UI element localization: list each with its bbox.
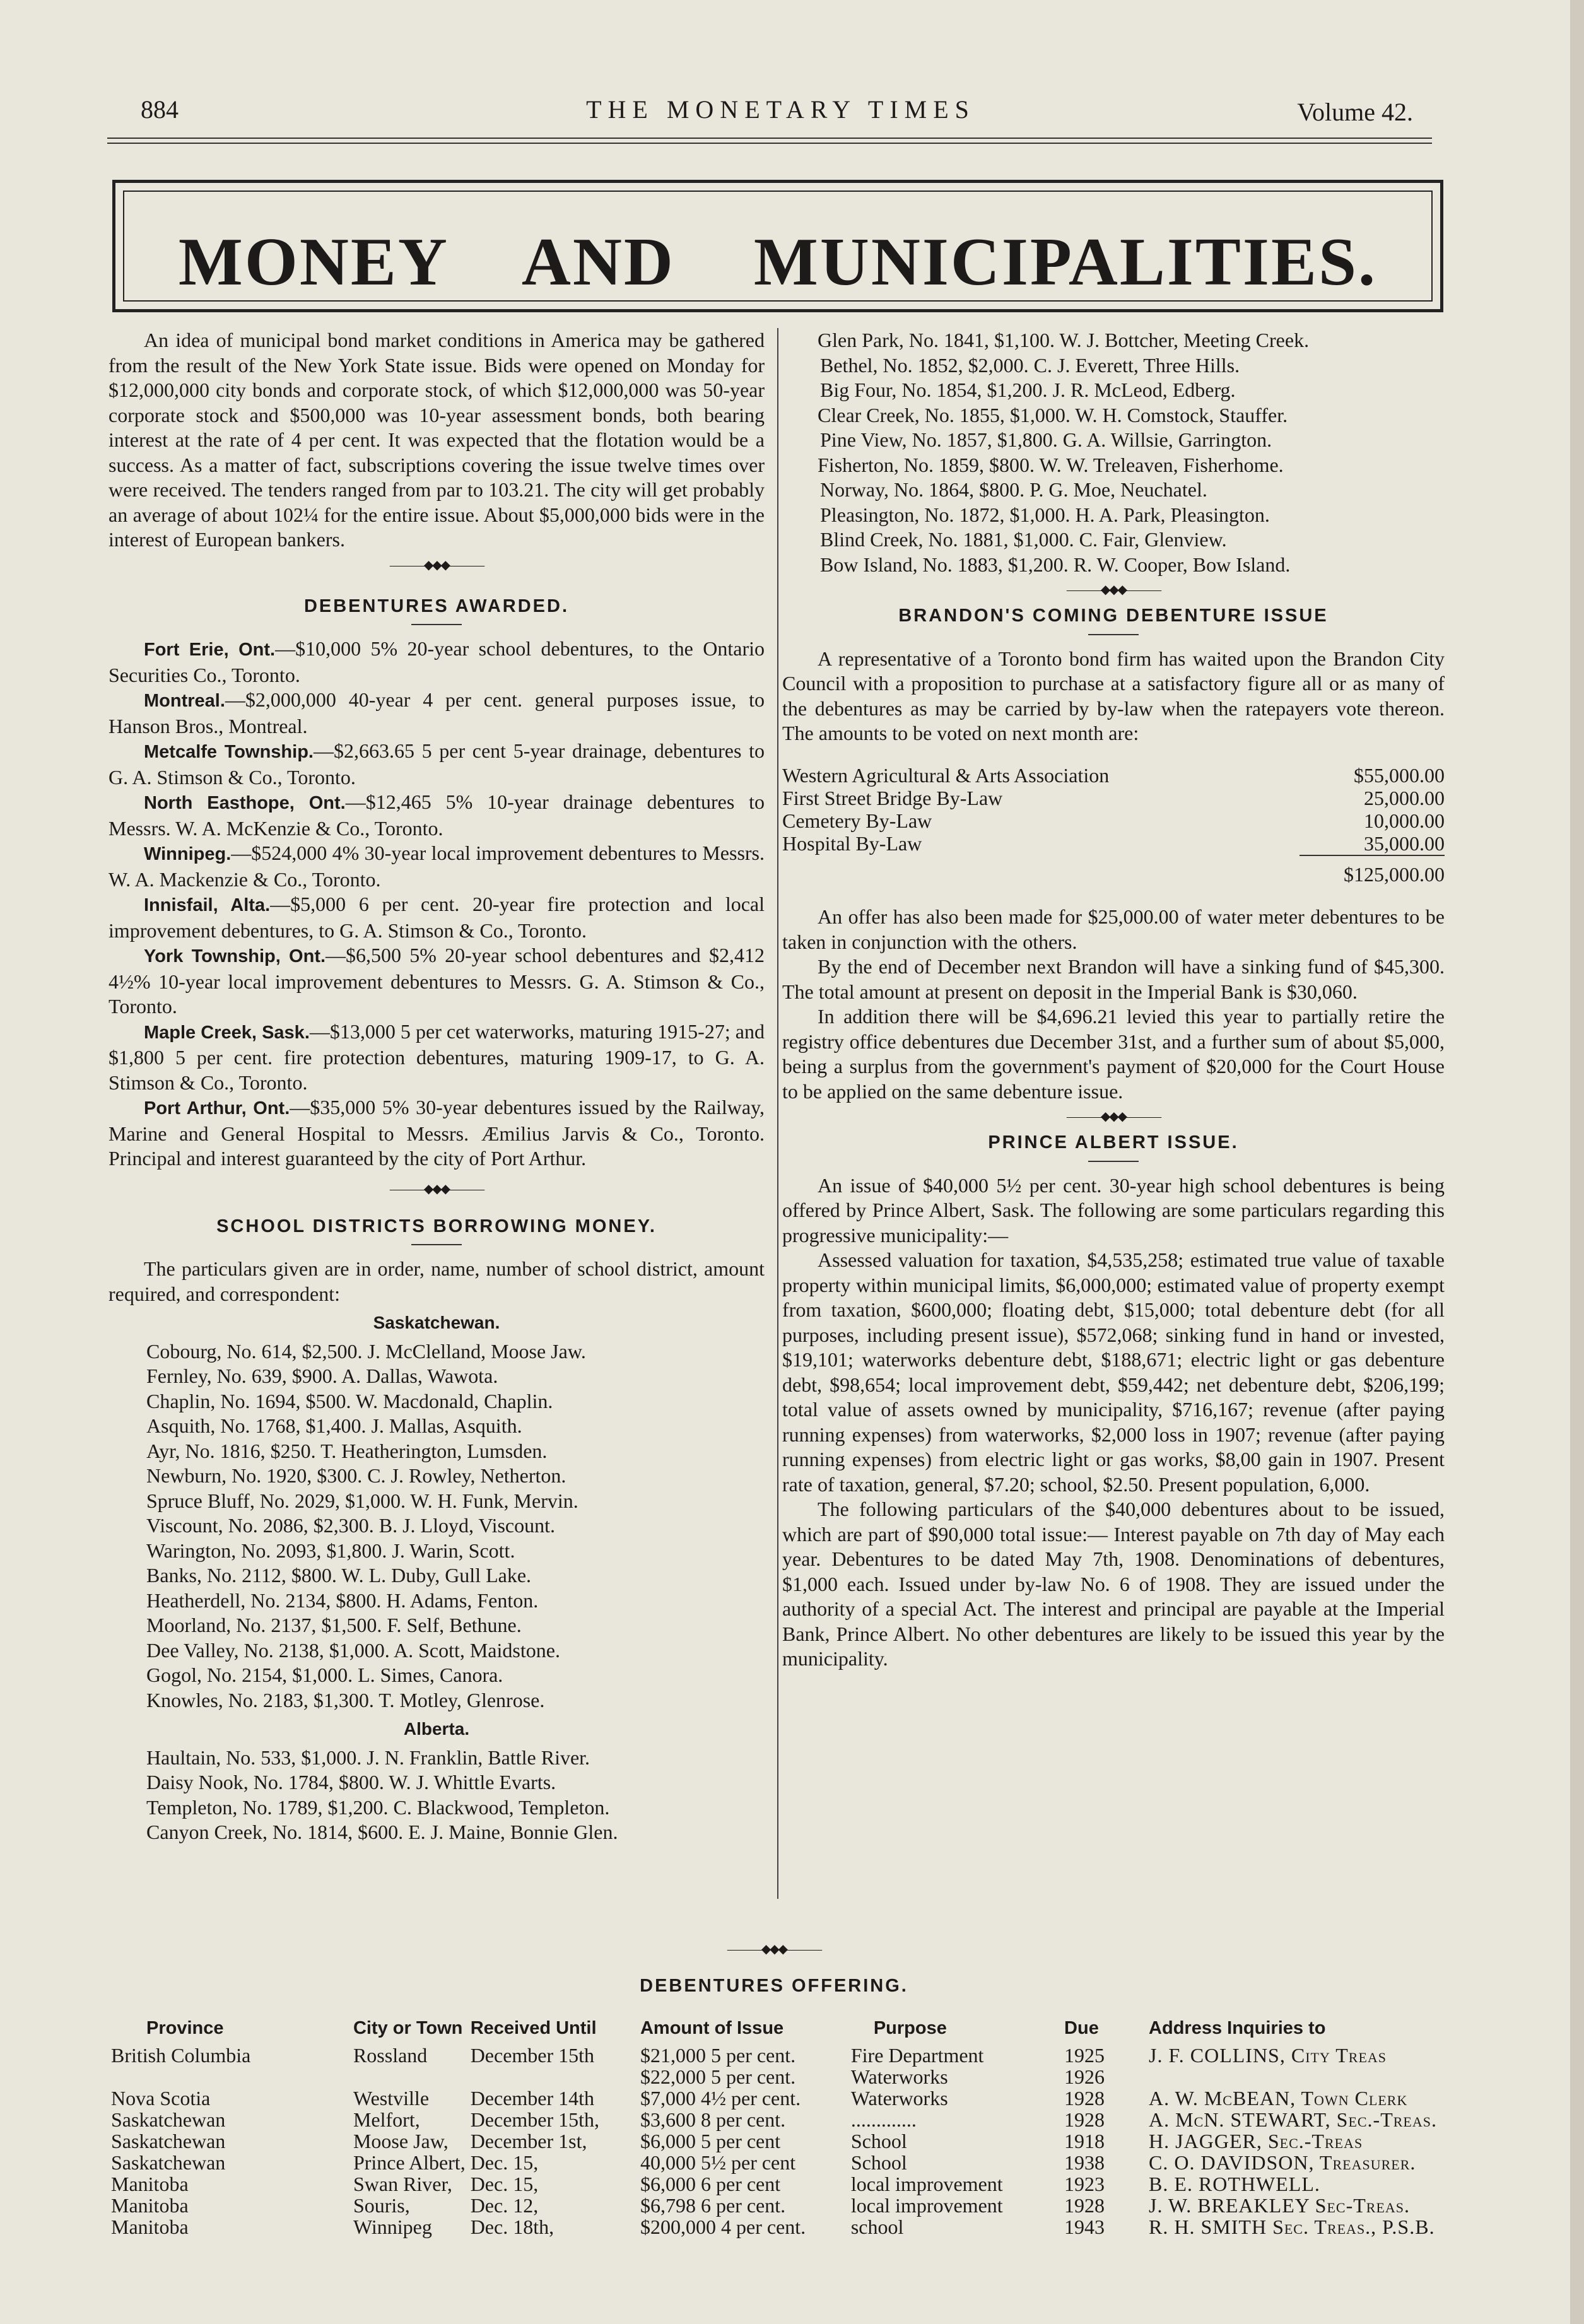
cell-due: 1943 [1064,2215,1105,2238]
list-item: Pleasington, No. 1872, $1,000. H. A. Park, Pleasington. [820,503,1270,526]
column-header: Amount of Issue [640,2018,784,2038]
list-item: Canyon Creek, No. 1814, $600. E. J. Maine, Bonnie Glen. [146,1821,618,1843]
cell-purpose: Fire Department [850,2044,984,2067]
award-item: Metcalfe Township.—$2,663.65 5 per cent 5-year drainage, debentures to G. A. Stimson & Co., Toronto. [109,739,765,789]
cell-purpose: Waterworks [850,2087,948,2110]
cell-until [468,2066,638,2087]
debentures-awarded-list [109,637,765,1171]
list-item: Blind Creek, No. 1881, $1,000. C. Fair, Glenview. [820,528,1227,551]
list-item: Viscount, No. 2086, $2,300. B. J. Lloyd, Viscount. [146,1514,556,1537]
cell-amount: $21,000 5 per cent. [640,2044,796,2067]
column-header: Due [1064,2018,1099,2038]
cell-city: Swan River, [353,2173,452,2195]
bylaw-table [782,764,1445,855]
table-row [109,2216,1440,2238]
cell-city [351,2066,468,2087]
list-item: Bethel, No. 1852, $2,000. C. J. Everett, Three Hills. [820,353,1240,377]
brandon-paragraph: A representative of a Toronto bond firm has waited upon the Brandon City Council with a proposition to purchase at a satisfactory figure all or as many of the debentures as may be carried by by-law when the ratepayers vote thereon. The amounts to be voted on next month are: [782,647,1445,744]
right-column [782,328,1445,1672]
brandon-heading: BRANDON'S COMING DEBENTURE ISSUE [898,606,1329,626]
cell-until: December 14th [470,2087,595,2110]
cell-city: Prince Albert, [353,2151,466,2174]
cell-due: 1925 [1064,2044,1105,2067]
cell-purpose: local improvement [850,2194,1003,2217]
cell-address: B. E. ROTHWELL. [1149,2173,1320,2195]
bylaw-amount: 25,000.00 [1364,786,1445,809]
debentures-offering-table [109,2018,1440,2238]
heading-rule [411,1244,462,1245]
list-item: Heatherdell, No. 2134, $800. H. Adams, Fenton. [146,1588,539,1612]
section-ornament: ———◆◆◆——— [1066,1110,1161,1124]
running-header [136,95,1426,132]
brandon-paragraph: By the end of December next Brandon will have a sinking fund of $45,300. The total amount at present on deposit in the Imperial Bank is $30,060. [782,955,1445,1003]
list-item: Daisy Nook, No. 1784, $800. W. J. Whittle Evarts. [146,1771,556,1793]
cell-until: December 1st, [470,2130,587,2152]
table-body [109,2045,1440,2238]
saskatchewan-list [109,1339,765,1713]
table-row [109,2173,1440,2195]
cell-until: December 15th, [470,2108,600,2131]
cell-province: British Columbia [111,2044,251,2067]
school-districts-heading: SCHOOL DISTRICTS BORROWING MONEY. [216,1216,657,1236]
list-item: Glen Park, No. 1841, $1,100. W. J. Bottcher, Meeting Creek. [818,329,1310,351]
masthead-box [112,180,1443,312]
cell-address [1146,2066,1440,2087]
list-item: Newburn, No. 1920, $300. C. J. Rowley, Netherton. [146,1464,566,1487]
masthead-title: MONEY AND MUNICIPALITIES. [178,225,1378,300]
column-header: Received Until [470,2018,597,2038]
header-rule [107,138,1432,139]
cell-province: Saskatchewan [111,2151,226,2174]
brandon-paragraph: In addition there will be $4,696.21 levied this year to partially retire the registry office debentures due December 31st, and a further sum of about $5,000, being a surplus from the government's payment of $20,000 for the Court House to be applied on the same debenture issue. [782,1005,1445,1103]
list-item: Pine View, No. 1857, $1,800. G. A. Willsie, Garrington. [820,428,1272,451]
table-row [109,2152,1440,2173]
list-item: Moorland, No. 2137, $1,500. F. Self, Bethune. [146,1614,522,1636]
debentures-awarded-heading: DEBENTURES AWARDED. [303,596,570,616]
list-item: Banks, No. 2112, $800. W. L. Duby, Gull Lake. [146,1564,532,1587]
left-column [109,328,765,1845]
cell-city: Moose Jaw, [353,2130,449,2152]
list-item: Haultain, No. 533, $1,000. J. N. Franklin, Battle River. [146,1746,590,1769]
cell-due: 1928 [1064,2108,1105,2131]
bylaw-name: Cemetery By-Law [782,809,932,832]
cell-city: Melfort, [353,2108,420,2131]
table-row [109,2087,1440,2109]
cell-province: Saskatchewan [111,2108,226,2131]
list-item: Norway, No. 1864, $800. P. G. Moe, Neuchatel. [820,478,1207,501]
table-row [109,2066,1440,2087]
table-row [782,832,1445,855]
alberta-list-continued [782,328,1445,577]
cell-address: C. O. DAVIDSON, Treasurer. [1149,2151,1416,2174]
column-header: Province [146,2018,224,2038]
award-item: York Township, Ont.—$6,500 5% 20-year school debentures and $2,412 4½% 10-year local improvement debentures to Messrs. G. A. Stimson & Co., Toronto. [109,944,765,1018]
prince-albert-paragraph: An issue of $40,000 5½ per cent. 30-year high school debentures is being offered by Prince Albert, Sask. The following are some particulars regarding this progressive municipality:— [782,1173,1445,1247]
list-item: Gogol, No. 2154, $1,000. L. Simes, Canora. [146,1664,503,1686]
cell-address: R. H. SMITH Sec. Treas., P.S.B. [1149,2215,1435,2238]
award-item: Montreal.—$2,000,000 40-year 4 per cent. general purposes issue, to Hanson Bros., Montreal. [109,688,765,737]
list-item: Cobourg, No. 614, $2,500. J. McClelland, Moose Jaw. [146,1339,586,1363]
section-ornament: ———◆◆◆——— [727,1942,821,1956]
debentures-offering-heading: DEBENTURES OFFERING. [640,1976,908,1996]
heading-rule [411,624,462,625]
cell-purpose: School [850,2151,907,2174]
cell-until: December 15th [470,2044,595,2067]
cell-amount: $6,798 6 per cent. [640,2194,786,2217]
cell-until: Dec. 15, [470,2151,539,2174]
heading-rule [1088,634,1139,635]
cell-due: 1918 [1064,2130,1105,2152]
table-header-row [109,2018,1440,2045]
masthead-inner-frame [123,191,1433,302]
award-item: Maple Creek, Sask.—$13,000 5 per cet waterworks, maturing 1915-27; and $1,800 5 per cent. fire protection debentures, maturing 1909-17, to G. A. Stimson & Co., Toronto. [109,1019,765,1094]
heading-rule [1088,1161,1139,1162]
column-divider [777,328,778,1899]
cell-until: Dec. 18th, [470,2215,554,2238]
cell-province: Nova Scotia [111,2087,211,2110]
alberta-list [109,1746,765,1845]
cell-amount: 40,000 5½ per cent [640,2151,796,2174]
cell-due: 1923 [1064,2173,1105,2195]
cell-amount: $6,000 5 per cent [640,2130,781,2152]
award-item: Innisfail, Alta.—$5,000 6 per cent. 20-year fire protection and local improvement debentures, to G. A. Stimson & Co., Toronto. [109,893,765,942]
cell-amount: $3,600 8 per cent. [640,2108,786,2131]
cell-address: J. F. COLLINS, City Treas [1149,2044,1387,2067]
list-item: Warington, No. 2093, $1,800. J. Warin, Scott. [146,1539,515,1562]
table-row [109,2130,1440,2152]
section-ornament: ———◆◆◆——— [389,1182,484,1196]
table-row [782,764,1445,787]
cell-amount: $7,000 4½ per cent. [640,2087,801,2110]
bylaw-amount: $55,000.00 [1354,763,1445,787]
cell-purpose: ............. [850,2108,917,2131]
saskatchewan-subheading: Saskatchewan. [373,1313,500,1332]
brandon-paragraph: An offer has also been made for $25,000.00 of water meter debentures to be taken in conjunction with the others. [782,905,1445,953]
cell-due: 1928 [1064,2087,1105,2110]
table-row [109,2195,1440,2216]
list-item: Knowles, No. 2183, $1,300. T. Motley, Glenrose. [146,1688,545,1711]
table-row [782,787,1445,809]
bylaw-name: First Street Bridge By-Law [782,786,1003,809]
page-edge [1570,0,1584,2324]
cell-province: Manitoba [111,2173,189,2195]
column-header: Purpose [873,2018,947,2038]
list-item: Bow Island, No. 1883, $1,200. R. W. Cooper, Bow Island. [820,553,1291,576]
cell-province: Manitoba [111,2215,189,2238]
section-ornament: ———◆◆◆——— [1066,583,1161,597]
cell-city: Westville [353,2087,430,2110]
list-item: Big Four, No. 1854, $1,200. J. R. McLeod, Edberg. [820,379,1236,401]
bylaw-amount: 35,000.00 [1364,831,1445,855]
cell-province [109,2066,351,2087]
list-item: Clear Creek, No. 1855, $1,000. W. H. Comstock, Stauffer. [818,403,1288,426]
table-row [782,809,1445,832]
bylaw-amount: 10,000.00 [1364,809,1445,832]
bylaw-name: Western Agricultural & Arts Association [782,763,1110,787]
cell-address: H. JAGGER, Sec.-Treas [1149,2130,1363,2152]
cell-address: A. McN. STEWART, Sec.-Treas. [1149,2108,1437,2131]
cell-due: 1938 [1064,2151,1105,2174]
volume-label: Volume 42. [1297,98,1413,126]
column-header: Address Inquiries to [1149,2018,1326,2038]
cell-until: Dec. 12, [470,2194,539,2217]
cell-province: Saskatchewan [111,2130,226,2152]
cell-purpose: local improvement [850,2173,1003,2195]
cell-until: Dec. 15, [470,2173,539,2195]
prince-albert-paragraph: Assessed valuation for taxation, $4,535,258; estimated true value of taxable property within municipal limits, $6,000,000; estimated value of property exempt from taxation, $600,000; floating debt, $15,000; total debenture debt (for all purposes, including present issue), $572,068; sinking fund in hand or invested, $19,101; waterworks debenture debt, $188,671; electric light or gas debenture debt, $98,654; local improvement debt, $59,442; net debenture debt, $206,199; total value of assets owned by municipality, $716,167; revenue (after paying running expenses) from waterworks, $2,000 loss in 1907; revenue (after paying running expenses) from electric light or gas works, $8,00 gain in 1907. Present rate of taxation, general, $7.20; school, $2.50. Present population, 6,000. [782,1248,1445,1496]
header-rule [107,143,1432,144]
cell-purpose: school [850,2215,904,2238]
school-districts-intro: The particulars given are in order, name, number of school district, amount required, and correspondent: [109,1257,765,1305]
list-item: Ayr, No. 1816, $250. T. Heatherington, Lumsden. [146,1439,548,1462]
award-item: Fort Erie, Ont.—$10,000 5% 20-year school debentures, to the Ontario Securities Co., Toronto. [109,637,765,686]
cell-purpose: Waterworks [850,2065,948,2088]
column-header: City or Town [353,2018,463,2038]
cell-address: A. W. McBEAN, Town Clerk [1149,2087,1408,2110]
publication-title: THE MONETARY TIMES [586,95,975,124]
bylaw-name: Hospital By-Law [782,831,922,855]
list-item: Fisherton, No. 1859, $800. W. W. Treleaven, Fisherhome. [818,453,1284,476]
section-ornament: ———◆◆◆——— [389,558,484,572]
page-number: 884 [141,95,179,124]
cell-amount: $200,000 4 per cent. [640,2215,806,2238]
bylaw-total: $125,000.00 [1299,855,1445,888]
cell-amount: $6,000 6 per cent [640,2173,781,2195]
cell-due: 1926 [1064,2065,1105,2088]
debentures-offering-section [109,1937,1440,2238]
prince-albert-heading: PRINCE ALBERT ISSUE. [988,1132,1239,1153]
cell-province: Manitoba [111,2194,189,2217]
list-item: Templeton, No. 1789, $1,200. C. Blackwood, Templeton. [146,1795,610,1819]
cell-address: J. W. BREAKLEY Sec-Treas. [1149,2194,1411,2217]
cell-amount: $22,000 5 per cent. [640,2065,796,2088]
table-row [109,2045,1440,2066]
cell-city: Winnipeg [353,2215,432,2238]
alberta-subheading: Alberta. [403,1719,470,1739]
cell-due: 1928 [1064,2194,1105,2217]
cell-city: Rossland [353,2044,428,2067]
list-item: Fernley, No. 639, $900. A. Dallas, Wawota. [146,1364,498,1387]
list-item: Chaplin, No. 1694, $500. W. Macdonald, Chaplin. [146,1389,553,1412]
cell-purpose: School [850,2130,907,2152]
table-row [109,2109,1440,2130]
award-item: Port Arthur, Ont.—$35,000 5% 30-year debentures issued by the Railway, Marine and General Hospital to Messrs. Æmilius Jarvis & Co., Toronto. Principal and interest guaranteed by the city of Port Arthur. [109,1096,765,1170]
list-item: Spruce Bluff, No. 2029, $1,000. W. H. Funk, Mervin. [146,1489,578,1512]
award-item: Winnipeg.—$524,000 4% 30-year local improvement debentures to Messrs. W. A. Mackenzie & Co., Toronto. [109,842,765,891]
list-item: Dee Valley, No. 2138, $1,000. A. Scott, Maidstone. [146,1638,560,1662]
prince-albert-paragraph: The following particulars of the $40,000 debentures about to be issued, which are part of $90,000 total issue:— Interest payable on 7th day of May each year. Debentures to be dated May 7th, 1908. Denominations of debentures, $1,000 each. Issued under by-law No. 6 of 1908. They are issued under the authority of a special Act. The interest and principal are payable at the Imperial Bank, Prince Albert. No other debentures are likely to be issued this year by the municipality. [782,1498,1445,1670]
award-item: North Easthope, Ont.—$12,465 5% 10-year drainage debentures to Messrs. W. A. McKenzie & Co., Toronto. [109,790,765,840]
cell-city: Souris, [353,2194,410,2217]
intro-paragraph: An idea of municipal bond market conditions in America may be gathered from the result of the New York State issue. Bids were opened on Monday for $12,000,000 city bonds and corporate stock, of which $12,000,000 was 50-year corporate stock and $500,000 was 10-year assessment bonds, both bearing interest at the rate of 4 per cent. It was expected that the flotation would be a success. As a matter of fact, subscriptions covering the issue twelve times over were received. The tenders ranged from par to 103.21. The city will get probably an average of about 102¼ for the entire issue. About $5,000,000 bids were in the interest of European bankers. [109,329,765,551]
list-item: Asquith, No. 1768, $1,400. J. Mallas, Asquith. [146,1414,522,1437]
